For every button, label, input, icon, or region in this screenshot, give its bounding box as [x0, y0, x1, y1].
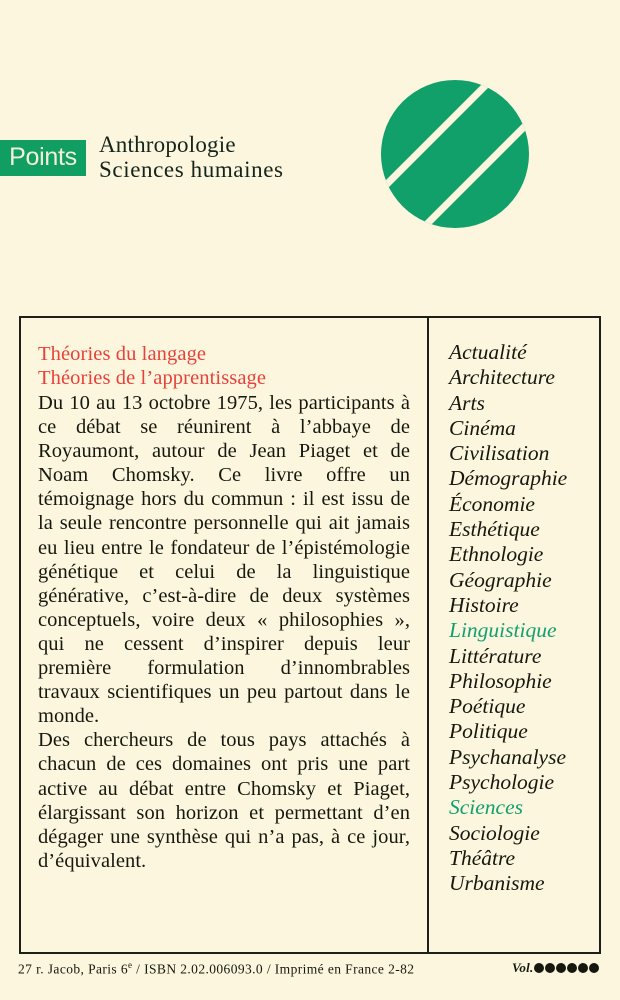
- blurb-paragraph-2: Des chercheurs de tous pays attachés à chacun de ces domaines ont pris une part active au débat entre Chomsky et Piaget, élargissant son horizon et permettant d’en dégager une synthèse qui n’a pas, à ce jour, d’équivalent.: [38, 729, 410, 872]
- category-item[interactable]: Démographie: [449, 466, 568, 491]
- cover-footer: [0, 960, 620, 990]
- collection-title-line-2: Sciences humaines: [99, 157, 284, 182]
- collection-title: [99, 132, 284, 182]
- category-item[interactable]: Géographie: [449, 567, 552, 592]
- category-item[interactable]: Cinéma: [449, 415, 516, 440]
- footer-separator-2: /: [263, 961, 275, 977]
- category-item[interactable]: Actualité: [449, 340, 527, 364]
- volume-dots: [534, 963, 599, 973]
- volume-dot: [578, 963, 588, 973]
- category-item[interactable]: Philosophie: [449, 668, 552, 693]
- category-item-highlighted[interactable]: Linguistique: [449, 618, 557, 643]
- volume-dot: [545, 963, 555, 973]
- blurb-paragraph-1: Du 10 au 13 octobre 1975, les participants à ce débat se réunirent à l’abbaye de Royaumont, autour de Jean Piaget et de Noam Chomsky. Ce livre offre un témoignage hors du commun : il est issu de la seule rencontre personnelle qui ait jamais eu lieu entre le fondateur de l’épistémologie génétique et celui de la linguistique générative, c’est-à-dire de deux systèmes conceptuels, voire deux « philosophies », qui ne cessent d’inspirer depuis leur première formulation d’innombrables travaux scientifiques un peu partout dans le monde.: [38, 392, 410, 728]
- points-imprint-label: Points: [9, 142, 77, 171]
- book-title: [38, 342, 410, 390]
- category-item[interactable]: Ethnologie: [449, 542, 544, 567]
- category-item[interactable]: Architecture: [449, 365, 555, 390]
- points-imprint-badge: [0, 140, 86, 176]
- collection-title-line-1: Anthropologie: [99, 132, 236, 157]
- category-item[interactable]: Psychologie: [449, 770, 555, 795]
- volume-dot: [567, 963, 577, 973]
- category-item[interactable]: Économie: [449, 491, 535, 516]
- volume-dot: [589, 963, 599, 973]
- striped-circle-logo-icon: [381, 80, 529, 228]
- printing-info: Imprimé en France 2-82: [274, 961, 415, 977]
- category-item[interactable]: Esthétique: [449, 517, 540, 542]
- categories-column: [429, 318, 599, 952]
- book-title-line-2: Théories de l’apprentissage: [38, 367, 267, 389]
- content-frame: [19, 316, 601, 954]
- category-item[interactable]: Psychanalyse: [449, 744, 567, 769]
- category-item[interactable]: Sociologie: [449, 820, 540, 845]
- isbn-text: ISBN 2.02.006093.0: [144, 961, 264, 977]
- address-ordinal-suffix: e: [128, 960, 133, 970]
- cover-header: [0, 0, 620, 300]
- category-item[interactable]: Politique: [449, 719, 528, 744]
- category-item[interactable]: Arts: [449, 390, 485, 415]
- category-item[interactable]: Poétique: [449, 694, 526, 719]
- book-title-line-1: Théories du langage: [38, 343, 207, 365]
- category-item-highlighted[interactable]: Sciences: [449, 795, 524, 820]
- volume-marker: [512, 960, 599, 976]
- imprint-line: [18, 960, 414, 978]
- blurb-column: [21, 318, 429, 952]
- category-item[interactable]: Histoire: [449, 592, 519, 617]
- category-item[interactable]: Civilisation: [449, 441, 550, 466]
- category-item[interactable]: Urbanisme: [449, 871, 545, 896]
- category-item[interactable]: Littérature: [449, 643, 542, 668]
- publisher-address: 27 r. Jacob, Paris 6: [18, 961, 128, 977]
- volume-dot: [556, 963, 566, 973]
- footer-separator-1: /: [132, 961, 145, 977]
- volume-dot: [534, 963, 544, 973]
- category-item[interactable]: Théâtre: [449, 845, 516, 870]
- volume-label: Vol.: [512, 960, 534, 975]
